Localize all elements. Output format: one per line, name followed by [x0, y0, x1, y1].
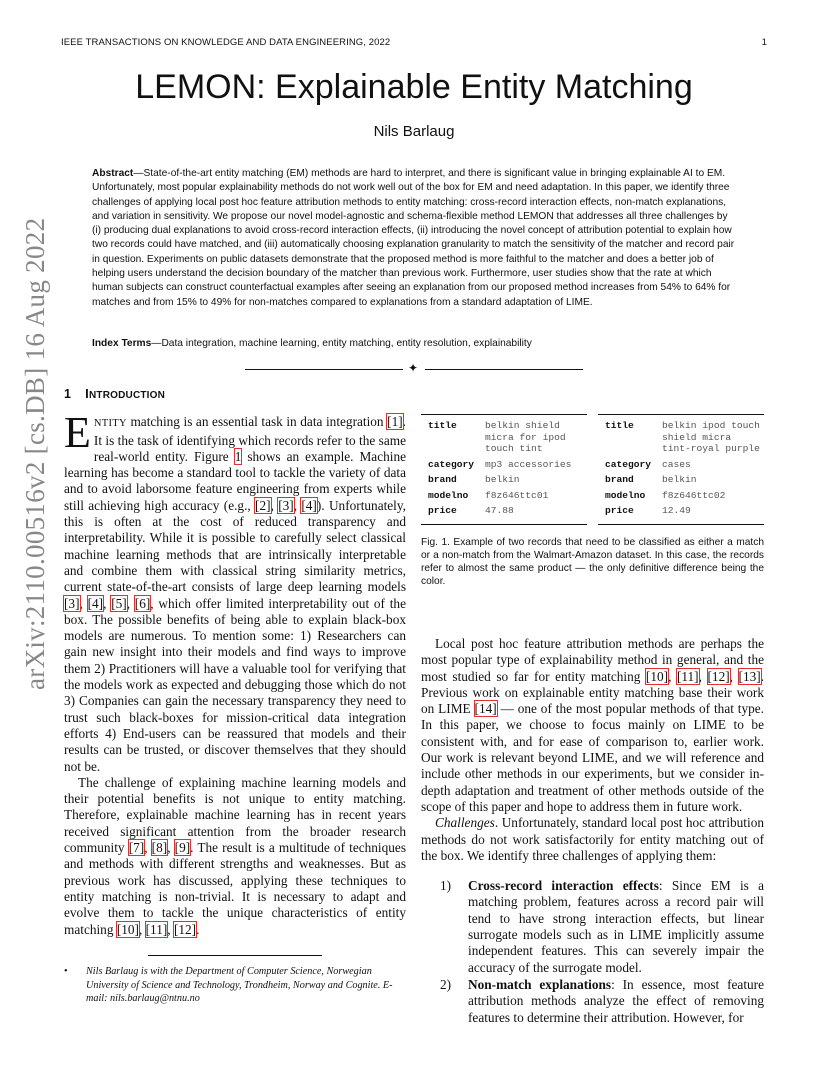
- abstract: [92, 167, 739, 310]
- citation-link[interactable]: [13]: [738, 668, 761, 684]
- left-column: [64, 386, 406, 938]
- author-footnote: [64, 965, 406, 1006]
- arxiv-stamp: arXiv:2110.00516v2 [cs.DB] 16 Aug 2022: [20, 217, 50, 690]
- footnote-text: Nils Barlaug is with the Department of Computer Science, Norwegian University of Science and Technology, Trondheim, Norway and Cognite. E-mail: nils.barlaug@ntnu.no: [86, 966, 393, 1004]
- abstract-label: Abstract: [92, 168, 134, 179]
- figure-1: [421, 414, 764, 588]
- separator-diamond-icon: ✦: [408, 361, 419, 375]
- citation-link[interactable]: [3]: [64, 595, 80, 611]
- citation-link[interactable]: [8]: [151, 840, 168, 856]
- citation-link[interactable]: [10]: [645, 668, 669, 684]
- intro-paragraph-2: The challenge of explaining machine learning models and their potential benefits is not unique to entity matching. Therefore, explainable machine learning has in recent years received significant attention from the broader research community [7], [8], [9]. The result is a multitude of techniques and methods with different strengths and weaknesses. But as previous work has discussed, applying these techniques to entity matching is non-trivial. It is necessary to adapt and evolve them to tackle the unique characteristics of entity matching [10], [11], [12].: [64, 774, 406, 937]
- page-number: 1: [761, 37, 767, 48]
- citation-link[interactable]: [7]: [128, 840, 145, 856]
- drop-cap: E: [64, 408, 91, 458]
- index-terms-text: —Data integration, machine learning, entity matching, entity resolution, explainability: [151, 338, 532, 349]
- citation-link[interactable]: [12]: [173, 921, 197, 937]
- author-name: Nils Barlaug: [373, 123, 455, 140]
- challenge-item: 1) Cross-record interaction effects: Since EM is a matching problem, features across a record pair will tend to have strong interaction effects, but linear surrogate models such as in LIME implicitly assume independent features. This can severely impair the accuracy of the surrogate model.: [440, 878, 765, 975]
- record-row: modelno f8z646ttc01: [428, 489, 549, 501]
- abstract-text: —State-of-the-art entity matching (EM) methods are hard to interpret, and there is significant value in bringing explainable AI to EM. Unfortunately, most popular explainability methods do not work well out of the box for EM and need adaptation. In this paper, we identify three challenges of applying local post hoc feature attribution methods to entity matching: cross-record interaction effects, non-match explanations, and variation in sensitivity. We propose our novel model-agnostic and schema-flexible method LEMON that addresses all three challenges by (i) producing dual explanations to avoid cross-record interaction effects, (ii) introducing the novel concept of attribution potential to explain how two records could have matched, and (iii) automatically choosing explanation granularity to match the sensitivity of the matcher and record pair in question. Experiments on public datasets demonstrate that the proposed method is more faithful to the matcher and does a better job of helping users understand the decision boundary of the matcher than previous work. Furthermore, user studies show that the rate at which human subjects can construct counterfactual examples after seeing an explanation from our proposed method increases from 54% to 64% for matches and from 15% to 49% for non-matches compared to explanations from a standard adaptation of LIME.: [92, 168, 735, 308]
- record-b-table: [598, 414, 764, 525]
- citation-link[interactable]: [12]: [707, 668, 730, 684]
- figure-caption: Fig. 1. Example of two records that need to be classified as either a match or a non-match from the Walmart-Amazon dataset. In this case, the records refer to almost the same product — the only definitive difference being the color.: [421, 536, 764, 587]
- challenges-label: Challenges: [435, 815, 495, 831]
- footnote-rule: [148, 955, 322, 956]
- record-a-table: [421, 414, 587, 525]
- running-header: [61, 37, 767, 48]
- citation-link[interactable]: [6]: [134, 595, 151, 611]
- intro-paragraph-4: Challenges. Unfortunately, standard local post hoc attribution methods do not work satisfactorily for entity matching out of the box. We identify three challenges of applying them:: [421, 815, 764, 863]
- figure-link[interactable]: 1: [234, 448, 242, 464]
- citation-link[interactable]: [2]: [255, 497, 271, 513]
- section-heading-introduction: 1 INTRODUCTION: [64, 386, 166, 401]
- citation-link[interactable]: [5]: [111, 595, 127, 611]
- right-column: [421, 636, 764, 1027]
- intro-paragraph-3: Local post hoc feature attribution methods are perhaps the most popular type of explainability method in general, and the most studied so far for entity matching [10], [11], [12], [13]. Previous work on explainable entity matching base their work on LIME [14] — one of the most popular methods of that type. In this paper, we choose to focus mainly on LIME to be consistent with, and for ease of comparison to, earlier work. Our work is relevant beyond LIME, and we will reference and include other methods in our experiments, but we consider in-depth adaptation and treatment of other methods outside of the scope of this paper and hope to address them in future work.: [421, 636, 765, 814]
- journal-name: IEEE TRANSACTIONS ON KNOWLEDGE AND DATA ENGINEERING, 2022: [61, 37, 391, 48]
- record-row: price 12.49: [605, 505, 691, 516]
- record-row: category mp3 accessories: [428, 458, 572, 470]
- record-row: title belkin ipod touch shield micra tint-royal purple: [605, 420, 760, 454]
- record-row: category cases: [605, 458, 691, 470]
- challenges-list: [421, 878, 764, 1026]
- record-row: price 47.88: [428, 505, 514, 516]
- record-row: modelno f8z646ttc02: [605, 489, 726, 501]
- record-row: title belkin shield micra for ipod touch tint: [428, 420, 566, 454]
- citation-link[interactable]: [4]: [301, 497, 317, 513]
- record-row: brand belkin: [428, 474, 520, 485]
- record-row: brand belkin: [605, 474, 697, 485]
- citation-link[interactable]: [10]: [116, 921, 139, 937]
- citation-link[interactable]: [4]: [87, 595, 104, 611]
- index-terms: [92, 338, 739, 349]
- citation-link[interactable]: [14]: [474, 701, 497, 717]
- section-number: 1: [64, 387, 72, 401]
- separator-line-left: [245, 369, 403, 370]
- citation-link[interactable]: [1]: [387, 414, 403, 430]
- citation-link[interactable]: [11]: [145, 921, 168, 937]
- citation-link[interactable]: [11]: [676, 668, 699, 684]
- challenge-item: 2) Non-match explanations: In essence, most feature attribution methods analyze the effect of removing features to determine their attribution. However, for: [440, 976, 764, 1025]
- index-terms-label: Index Terms: [92, 338, 152, 349]
- citation-link[interactable]: [9]: [174, 840, 191, 856]
- paper-title: LEMON: Explainable Entity Matching: [135, 68, 693, 106]
- intro-paragraph-1: ENTITY matching is an essential task in data integration [1]. It is the task of identifying which records refer to the same real-world entity. Figure 1 shows an example. Machine learning has become a standard tool to tackle the variety of data and to avoid laborsome feature engineering from experts while still achieving high accuracy (e.g., [2], [3], [4]). Unfortunately, this is often at the cost of reduced transparency and interpretability. While it is possible to carefully select classical machine learning methods that are intrinsically interpretable and combine them with classical string similarity metrics, current state-of-the-art consists of large deep learning models [3], [4], [5], [6], which offer limited interpretability out of the box. The possible benefits of being able to explain black-box models are numerous. To mention some: 1) Researchers can gain new insight into their models and find ways to improve them 2) Practitioners will have a valuable tool for verifying that the models work as expected and debugging those which do not 3) Companies can gain the necessary transparency they need to trust such black-boxes for mission-critical data integration efforts 4) End-users can be reassured that models and their results can be trusted, or discover themselves that they should not be.: [64, 408, 406, 774]
- footnote-bullet-icon: •: [64, 966, 68, 977]
- citation-link[interactable]: [3]: [278, 497, 294, 513]
- separator-line-right: [425, 369, 583, 370]
- section-separator: [245, 361, 583, 376]
